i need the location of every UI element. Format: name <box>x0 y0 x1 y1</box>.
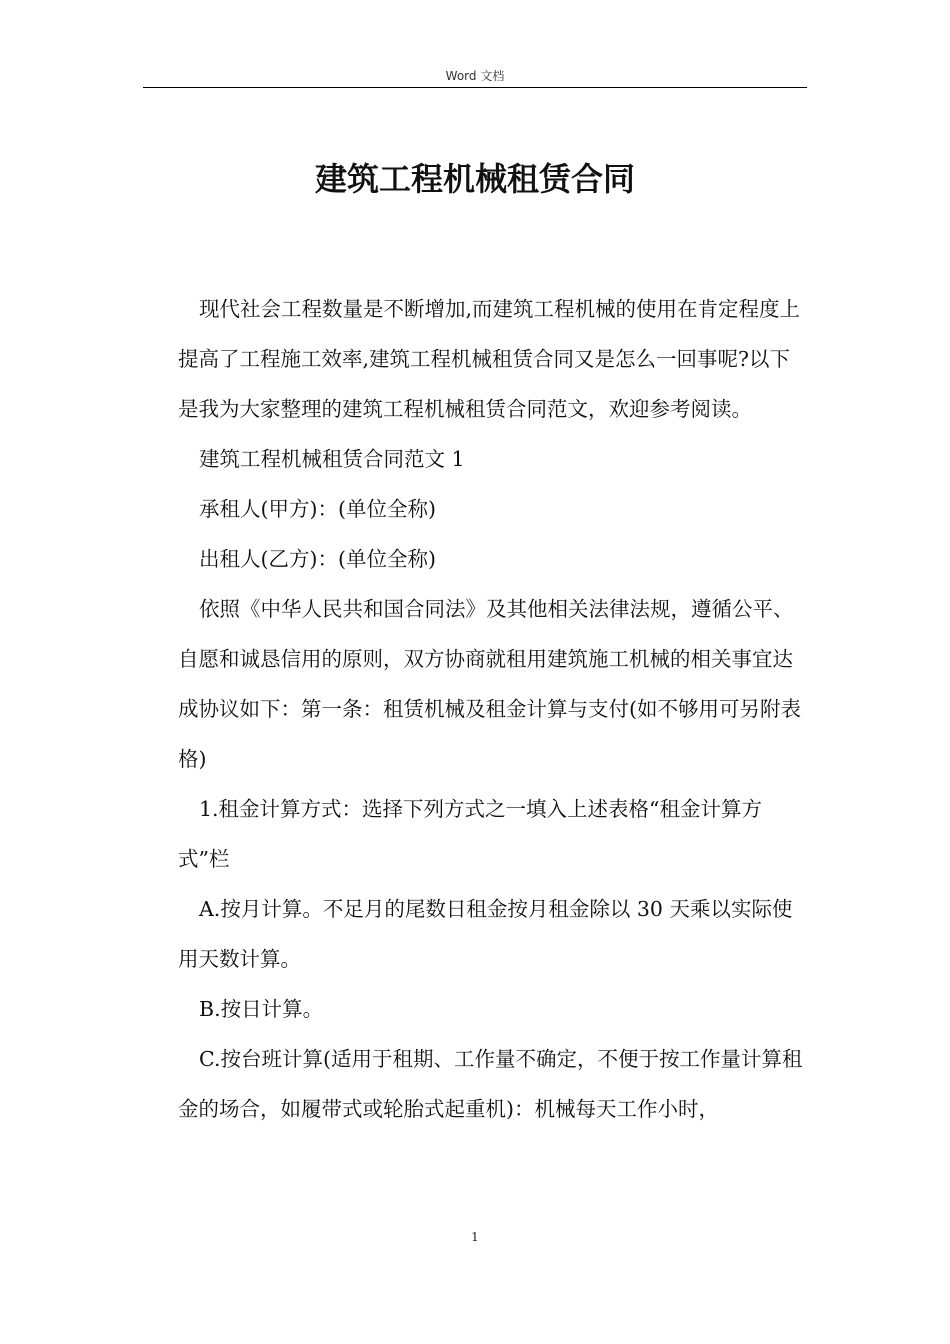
paragraph-option-b: B.按日计算。 <box>199 997 324 1021</box>
page-number: 1 <box>471 1230 479 1244</box>
paragraph-intro: 现代社会工程数量是不断增加,而建筑工程机械的使用在肯定程度上提高了工程施工效率,建筑工程机械租赁合同又是怎么一回事呢?以下是我为大家整理的建筑工程机械租赁合同范文，欢迎参考阅读。 <box>178 297 801 421</box>
document-body <box>178 284 810 1134</box>
document-title: 建筑工程机械租赁合同 <box>314 160 635 198</box>
paragraph-option-c: C.按台班计算(适用于租期、工作量不确定，不便于按工作量计算租金的场合，如履带式或轮胎式起重机)：机械每天工作小时， <box>178 1047 803 1121</box>
paragraph-rent-method: 1.租金计算方式：选择下列方式之一填入上述表格“租金计算方式”栏 <box>178 797 763 871</box>
header-divider <box>143 87 807 88</box>
paragraph-option-a: A.按月计算。不足月的尾数日租金按月租金除以 30 天乘以实际使用天数计算。 <box>178 897 793 971</box>
paragraph-lessor: 出租人(乙方)：(单位全称) <box>199 547 436 571</box>
paragraph-heading-sample-1: 建筑工程机械租赁合同范文 1 <box>199 447 465 471</box>
paragraph-lessee: 承租人(甲方)：(单位全称) <box>199 497 436 521</box>
header-label: Word 文档 <box>445 69 505 83</box>
paragraph-legal-basis: 依照《中华人民共和国合同法》及其他相关法律法规，遵循公平、自愿和诚恳信用的原则，双方协商就租用建筑施工机械的相关事宜达成协议如下：第一条：租赁机械及租金计算与支付(如不够用可另附表格) <box>178 597 801 771</box>
